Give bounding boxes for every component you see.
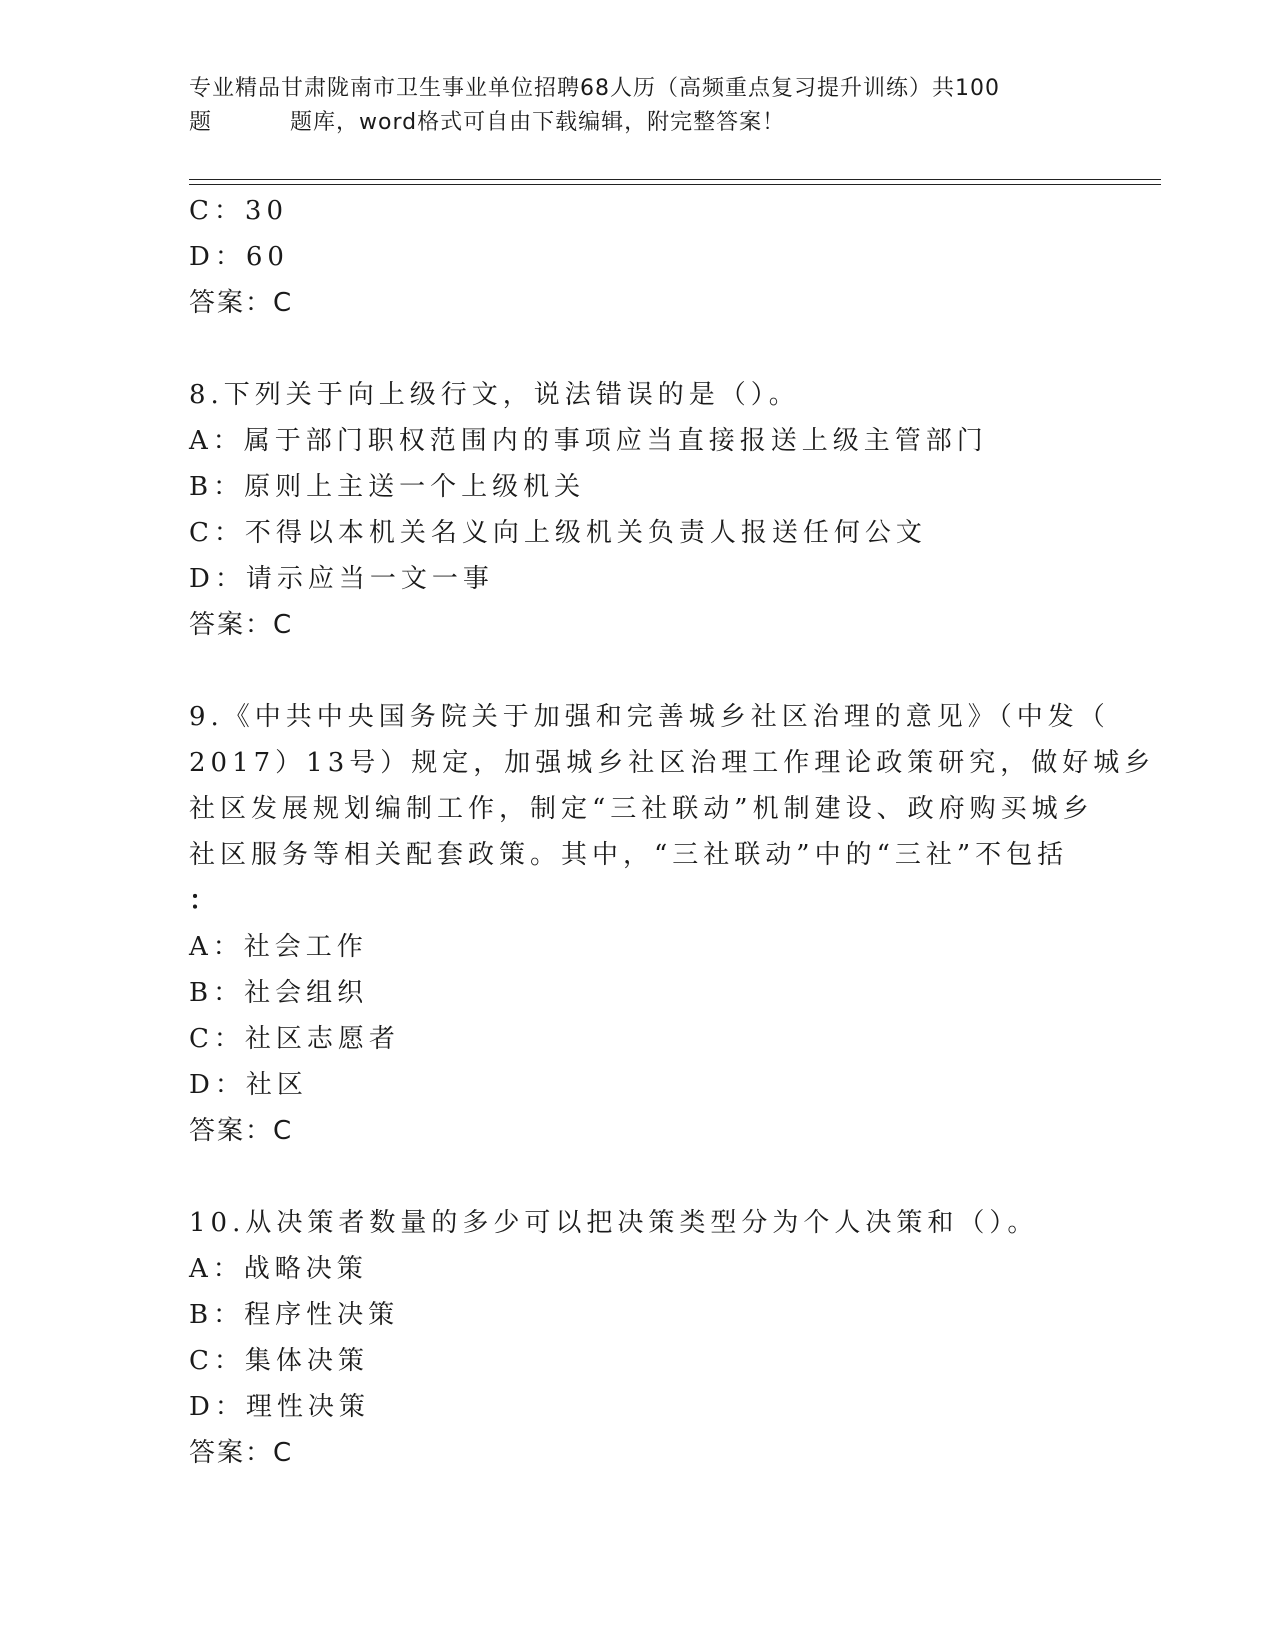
option-b	[189, 1292, 1069, 1338]
option-label: C：	[189, 1024, 245, 1054]
option-label: D：	[189, 1392, 246, 1422]
option-text: 原则上主送一个上级机关	[244, 472, 586, 502]
option-text: 30	[244, 196, 288, 226]
option-label: A：	[189, 426, 244, 456]
option-text: 社区志愿者	[244, 1024, 400, 1054]
option-label: B：	[189, 1300, 245, 1330]
option-text: 社区	[245, 1070, 308, 1100]
option-label: D：	[189, 242, 246, 272]
option-a	[189, 418, 1069, 464]
option-label: B：	[189, 978, 245, 1008]
option-d	[189, 1062, 1069, 1108]
header-rule-bottom	[189, 184, 1161, 185]
question-content	[189, 188, 1156, 1476]
option-text: 不得以本机关名义向上级机关负责人报送任何公文	[244, 518, 927, 548]
option-c	[189, 188, 1069, 234]
option-b	[189, 464, 1069, 510]
question-8	[189, 372, 1069, 648]
question-10	[189, 1200, 1069, 1476]
question-stem-line: 2017）13号）规定，加强城乡社区治理工作理论政策研究，做好城乡	[189, 748, 1156, 778]
option-a	[189, 1246, 1069, 1292]
header-title-line2	[189, 106, 1069, 140]
option-d	[189, 556, 1069, 602]
option-label: D：	[189, 1070, 246, 1100]
option-text: 战略决策	[243, 1254, 368, 1284]
option-label: C：	[189, 518, 245, 548]
answer-line: 答案：C	[189, 610, 294, 640]
option-c	[189, 510, 1069, 556]
option-text: 集体决策	[244, 1346, 369, 1376]
document-header	[189, 72, 1069, 140]
option-d	[189, 1384, 1069, 1430]
option-label: B：	[189, 472, 245, 502]
option-c	[189, 1338, 1069, 1384]
question-stem: 8.下列关于向上级行文，说法错误的是（）。	[189, 380, 800, 410]
question-stem-line: 9.《中共中央国务院关于加强和完善城乡社区治理的意见》（中发（	[189, 702, 1110, 732]
header-rule-top	[189, 179, 1161, 180]
header-line2-start: 题	[189, 110, 213, 135]
option-label: A：	[189, 1254, 244, 1284]
option-text: 社会组织	[244, 978, 369, 1008]
question-9	[189, 694, 1156, 1154]
answer-line: 答案：C	[189, 1438, 294, 1468]
option-d	[189, 234, 1069, 280]
option-text: 理性决策	[245, 1392, 370, 1422]
option-a	[189, 924, 1069, 970]
option-label: A：	[189, 932, 244, 962]
question-stem-line: 社区发展规划编制工作，制定“三社联动”机制建设、政府购买城乡	[189, 794, 1094, 824]
option-label: D：	[189, 564, 246, 594]
question-stem-line: 社区服务等相关配套政策。其中，“三社联动”中的“三社”不包括	[189, 840, 1069, 870]
header-line2-rest: 题库，word格式可自由下载编辑，附完整答案！	[290, 110, 786, 135]
option-text: 程序性决策	[244, 1300, 400, 1330]
question-7-continuation	[189, 188, 1069, 326]
option-text: 属于部门职权范围内的事项应当直接报送上级主管部门	[243, 426, 988, 456]
option-text: 60	[245, 242, 289, 272]
option-text: 请示应当一文一事	[245, 564, 494, 594]
option-label: C：	[189, 1346, 245, 1376]
answer-line: 答案：C	[189, 288, 294, 318]
answer-line: 答案：C	[189, 1116, 294, 1146]
option-label: C：	[189, 196, 245, 226]
header-title-line1: 专业精品甘肃陇南市卫生事业单位招聘68人历（高频重点复习提升训练）共100	[189, 76, 1000, 101]
question-stem: 10.从决策者数量的多少可以把决策类型分为个人决策和（）。	[189, 1208, 1039, 1238]
option-b	[189, 970, 1069, 1016]
option-c	[189, 1016, 1069, 1062]
question-stem-tail: ：	[189, 886, 216, 916]
option-text: 社会工作	[243, 932, 368, 962]
